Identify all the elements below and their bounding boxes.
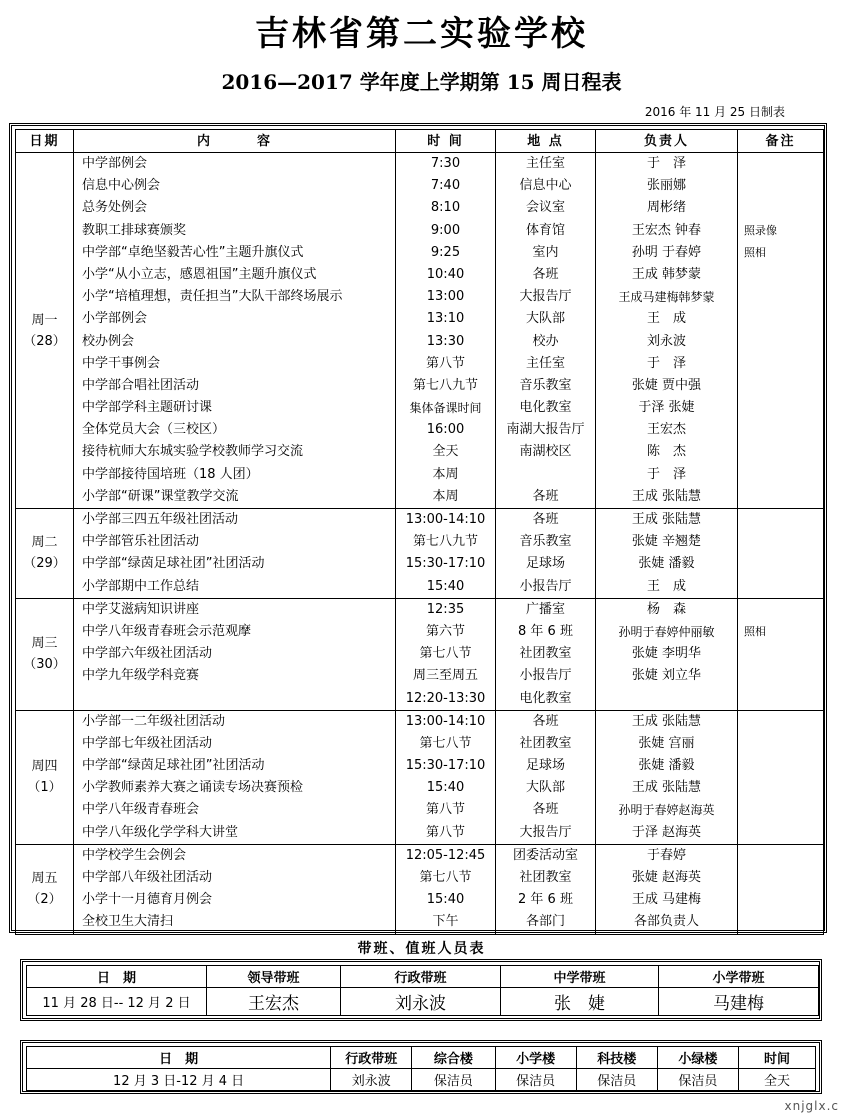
event-time: 第八节 <box>425 802 465 818</box>
event-time: 15:30-17:10 <box>405 758 486 774</box>
event-person: 王 成 <box>646 578 686 594</box>
duty-header-cell: 科技楼 <box>576 1047 657 1069</box>
duty-header-cell: 行政带班 <box>331 1047 412 1069</box>
event-person: 王宏杰 <box>646 422 686 438</box>
event-note: 照相 <box>744 245 766 259</box>
event-content: 校办例会 <box>82 333 135 349</box>
event-place: 小报告厅 <box>519 578 572 594</box>
event-person-cell <box>596 509 738 599</box>
duty-table-1-header <box>27 966 819 988</box>
event-content: 中学八年级青春班会示范观摩 <box>82 623 252 639</box>
event-content-cell <box>74 710 396 844</box>
event-time: 12:20-13:30 <box>405 690 486 706</box>
event-place: 团委活动室 <box>512 847 578 863</box>
duty-value-cell: 刘永波 <box>331 1069 412 1091</box>
event-person: 于春婷 <box>646 847 686 863</box>
event-place: 社团教室 <box>519 646 572 662</box>
event-person: 于 泽 <box>646 466 686 482</box>
event-person: 杨 森 <box>646 601 686 617</box>
event-content: 全体党员大会（三校区） <box>82 422 226 438</box>
event-note <box>740 665 821 687</box>
event-person: 王成 韩梦蒙 <box>631 266 702 282</box>
event-note <box>740 822 821 844</box>
event-time: 集体备课时间 <box>409 401 482 416</box>
event-place: 足球场 <box>525 556 565 572</box>
event-time: 12:05-12:45 <box>405 847 486 863</box>
day-label-cell <box>16 710 74 844</box>
event-place-cell <box>496 509 596 599</box>
event-content: 中学八年级化学学科大讲堂 <box>82 824 239 840</box>
event-place: 各班 <box>532 713 559 729</box>
event-note <box>740 153 821 175</box>
event-note-cell <box>738 844 824 934</box>
event-note <box>740 308 821 330</box>
event-place: 主任室 <box>525 156 565 171</box>
day-date: （30） <box>23 657 66 673</box>
duty-value-cell: 保洁员 <box>412 1069 495 1091</box>
event-note <box>740 331 821 353</box>
event-place: 8 年 6 班 <box>518 623 573 639</box>
event-person <box>598 688 735 710</box>
event-time: 13:00-14:10 <box>405 713 486 729</box>
event-note <box>740 553 821 575</box>
event-content: 中学部例会 <box>82 156 148 171</box>
header-place: 地 点 <box>496 130 596 153</box>
event-person: 张婕 宫丽 <box>638 735 695 751</box>
event-content: 中学艾滋病知识讲座 <box>82 601 200 617</box>
event-time: 13:10 <box>426 311 465 327</box>
event-person-cell <box>596 710 738 844</box>
event-person: 张婕 刘立华 <box>631 668 702 684</box>
day-label-cell <box>16 844 74 934</box>
header-day: 日期 <box>16 130 74 153</box>
event-place: 校办 <box>532 333 559 349</box>
event-person-cell <box>596 844 738 934</box>
event-time-cell <box>396 598 496 710</box>
event-person: 王成马建梅韩梦蒙 <box>618 290 715 305</box>
event-time: 第八节 <box>425 824 465 840</box>
event-time: 15:30-17:10 <box>405 556 486 572</box>
duty-value-cell: 王宏杰 <box>207 988 341 1016</box>
event-person: 张婕 李明华 <box>631 646 702 662</box>
event-content: 小学教师素养大赛之诵读专场决赛预检 <box>82 780 304 796</box>
event-time: 16:00 <box>426 422 465 438</box>
duty-header-cell: 小绿楼 <box>657 1047 738 1069</box>
event-time: 第七八节 <box>419 870 472 885</box>
event-person: 王成 张陆慧 <box>631 713 702 729</box>
event-place: 音乐教室 <box>519 534 572 550</box>
event-time: 第七八节 <box>419 735 472 751</box>
event-content: 中学部管乐社团活动 <box>82 534 200 550</box>
event-content: 小学“培植理想，责任担当”大队干部终场展示 <box>82 289 343 305</box>
event-content: 教职工排球赛颁奖 <box>82 222 187 238</box>
event-person: 于泽 张婕 <box>638 400 695 416</box>
event-place: 音乐教室 <box>519 377 572 393</box>
event-content: 中学部八年级社团活动 <box>82 870 213 885</box>
event-place: 体育馆 <box>525 222 565 238</box>
event-time: 9:00 <box>430 222 461 238</box>
header-time: 时 间 <box>396 130 496 153</box>
event-person: 孙明 于春婷 <box>631 244 702 260</box>
event-content: 小学部一二年级社团活动 <box>82 713 226 729</box>
watermark: xnjglx.c <box>784 1099 839 1113</box>
event-content: 中学九年级学科竞赛 <box>82 668 200 684</box>
duty-header-cell: 小学楼 <box>495 1047 576 1069</box>
event-note-cell <box>738 710 824 844</box>
event-note <box>740 353 821 375</box>
event-time: 第六节 <box>425 623 465 639</box>
event-person: 张丽娜 <box>646 178 686 194</box>
event-note-cell <box>738 598 824 710</box>
event-content: 中学八年级青春班会 <box>82 802 200 818</box>
event-content: 总务处例会 <box>82 200 148 216</box>
event-time: 8:10 <box>430 200 461 216</box>
event-place: 大报告厅 <box>519 289 572 305</box>
event-content: 接待杭师大东城实验学校教师学习交流 <box>82 444 304 460</box>
duty-header-cell: 日 期 <box>27 1047 331 1069</box>
duty-header-cell: 综合楼 <box>412 1047 495 1069</box>
event-content-cell <box>74 844 396 934</box>
event-content: 小学“从小立志，感恩祖国”主题升旗仪式 <box>82 266 317 282</box>
duty-value-cell: 12 月 3 日-12 月 4 日 <box>27 1069 331 1091</box>
event-content: 小学部“研课”课堂教学交流 <box>82 488 239 504</box>
event-time: 第七八九节 <box>412 534 478 550</box>
event-place: 电化教室 <box>519 400 572 416</box>
event-time: 10:40 <box>426 266 465 282</box>
event-place: 大队部 <box>525 780 565 796</box>
event-note <box>740 441 821 463</box>
event-content: 小学十一月德育月例会 <box>82 892 213 908</box>
event-person: 王成 张陆慧 <box>631 780 702 796</box>
event-time: 第七八九节 <box>412 377 478 393</box>
event-place-cell <box>496 153 596 509</box>
event-content: 中学部“绿茵足球社团”社团活动 <box>82 758 265 774</box>
event-note <box>740 175 821 197</box>
event-content: 中学部合唱社团活动 <box>82 377 200 393</box>
event-note: 照录像 <box>744 223 777 237</box>
event-content: 中学部学科主题研讨课 <box>82 400 213 416</box>
event-time: 第七八节 <box>419 646 472 662</box>
event-place: 南湖校区 <box>519 444 572 460</box>
event-content: 中学干事例会 <box>82 355 161 371</box>
event-place: 会议室 <box>525 200 565 216</box>
event-content: 小学部例会 <box>82 311 148 327</box>
event-note <box>740 867 821 889</box>
duty-table-2-row <box>27 1069 816 1091</box>
event-place: 大报告厅 <box>519 824 572 840</box>
duty-header-cell: 行政带班 <box>341 966 501 988</box>
event-note <box>740 509 821 531</box>
event-note <box>740 845 821 867</box>
event-place <box>498 464 593 486</box>
event-note <box>740 397 821 419</box>
event-content: 中学部接待国培班（18 人团） <box>82 466 259 482</box>
day-block-row <box>16 153 824 509</box>
day-label-cell <box>16 153 74 509</box>
event-content: 中学部“绿茵足球社团”社团活动 <box>82 556 265 572</box>
day-name: 周五 <box>31 871 58 887</box>
header-note: 备注 <box>738 130 824 153</box>
event-place: 信息中心 <box>519 178 572 194</box>
day-block-row <box>16 844 824 934</box>
header-content: 内 容 <box>74 130 396 153</box>
event-content: 中学部“卓绝坚毅苦心性”主题升旗仪式 <box>82 244 304 260</box>
event-time: 13:00 <box>426 289 465 305</box>
duty-value-cell: 张 婕 <box>501 988 659 1016</box>
event-time: 本周 <box>432 488 459 504</box>
event-time-cell <box>396 153 496 509</box>
event-place: 室内 <box>532 244 559 260</box>
event-person: 王成 张陆慧 <box>631 512 702 527</box>
event-time-cell <box>396 710 496 844</box>
event-note <box>740 711 821 733</box>
day-date: （2） <box>27 892 62 908</box>
event-person: 张婕 赵海英 <box>631 870 702 885</box>
event-place-cell <box>496 710 596 844</box>
event-place: 广播室 <box>525 601 565 617</box>
event-person: 周彬绪 <box>646 200 686 216</box>
event-content: 小学部三四五年级社团活动 <box>82 512 239 527</box>
event-time: 7:30 <box>430 156 461 171</box>
schedule-frame <box>9 123 827 933</box>
day-block-row <box>16 710 824 844</box>
event-note <box>740 531 821 553</box>
event-person: 王成 张陆慧 <box>631 488 702 504</box>
event-note <box>740 576 821 598</box>
duty-table-1-frame <box>20 959 822 1021</box>
duty-value-cell: 马建梅 <box>659 988 819 1016</box>
event-place: 各班 <box>532 266 559 282</box>
day-date: （28） <box>23 333 66 349</box>
event-note <box>740 911 821 933</box>
event-time: 7:40 <box>430 178 461 194</box>
header-person: 负责人 <box>596 130 738 153</box>
duty-table-1 <box>26 965 819 1016</box>
duty-table-2-header <box>27 1047 816 1069</box>
event-time: 本周 <box>432 466 459 482</box>
event-time: 下午 <box>432 914 459 930</box>
made-date: 2016 年 11 月 25 日制表 <box>644 105 785 119</box>
event-time: 13:30 <box>426 333 465 349</box>
event-note <box>740 464 821 486</box>
event-content: 中学部六年级社团活动 <box>82 646 213 662</box>
duty-header-cell: 领导带班 <box>207 966 341 988</box>
event-person-cell <box>596 598 738 710</box>
event-time: 15:40 <box>426 780 465 796</box>
duty-value-cell: 刘永波 <box>341 988 501 1016</box>
event-place-cell <box>496 844 596 934</box>
schedule-header-row <box>16 130 824 153</box>
event-note: 照相 <box>744 624 766 638</box>
event-note <box>740 889 821 911</box>
event-note <box>740 264 821 286</box>
event-person: 张婕 贾中强 <box>631 377 702 393</box>
event-note-cell <box>738 509 824 599</box>
day-date: （29） <box>23 556 66 572</box>
day-date: （1） <box>27 780 62 796</box>
duty-header-cell: 小学带班 <box>659 966 819 988</box>
event-place: 足球场 <box>525 758 565 774</box>
duty-value-cell: 11 月 28 日-- 12 月 2 日 <box>27 988 207 1016</box>
schedule-body <box>16 153 824 935</box>
event-place: 各班 <box>532 512 559 527</box>
event-content: 中学校学生会例会 <box>82 847 187 863</box>
event-note <box>740 688 821 710</box>
event-person: 孙明于春婷仲丽敏 <box>618 624 715 639</box>
event-time-cell <box>396 844 496 934</box>
day-name: 周一 <box>31 312 58 328</box>
event-place: 社团教室 <box>519 735 572 751</box>
school-name: 吉林省第二实验学校 <box>255 14 588 54</box>
event-person: 刘永波 <box>646 333 686 349</box>
duty-table-1-row <box>27 988 819 1016</box>
event-note <box>740 733 821 755</box>
event-content-cell <box>74 509 396 599</box>
event-time: 13:00-14:10 <box>405 512 486 527</box>
duty-value-cell: 保洁员 <box>657 1069 738 1091</box>
event-person: 王 成 <box>646 311 686 327</box>
event-time: 9:25 <box>430 244 461 260</box>
event-note <box>740 599 821 621</box>
event-person: 王成 马建梅 <box>631 892 702 908</box>
event-person-cell <box>596 153 738 509</box>
event-note <box>740 777 821 799</box>
event-place: 大队部 <box>525 311 565 327</box>
event-note <box>740 486 821 508</box>
event-person: 张婕 潘毅 <box>638 556 695 572</box>
event-person: 于泽 赵海英 <box>631 824 702 840</box>
event-place: 各班 <box>532 488 559 504</box>
event-content: 中学部七年级社团活动 <box>82 735 213 751</box>
event-note <box>740 419 821 441</box>
day-label-cell <box>16 509 74 599</box>
event-person: 张婕 潘毅 <box>638 758 695 774</box>
duty-value-cell: 保洁员 <box>576 1069 657 1091</box>
event-person: 王宏杰 钟春 <box>631 222 702 238</box>
event-time: 15:40 <box>426 578 465 594</box>
event-note <box>740 643 821 665</box>
event-time: 第八节 <box>425 355 465 371</box>
event-content-cell <box>74 153 396 509</box>
event-time: 周三至周五 <box>412 668 478 684</box>
event-place: 各部门 <box>525 914 565 930</box>
event-person: 于 泽 <box>646 156 686 171</box>
event-note <box>740 375 821 397</box>
duty-header-cell: 时间 <box>738 1047 815 1069</box>
day-block-row <box>16 509 824 599</box>
event-content: 小学部期中工作总结 <box>82 578 200 594</box>
event-note <box>740 197 821 219</box>
event-person: 于 泽 <box>646 355 686 371</box>
event-content: 全校卫生大清扫 <box>82 914 174 930</box>
event-time: 全天 <box>432 444 459 460</box>
day-block-row <box>16 598 824 710</box>
event-content <box>76 688 393 710</box>
event-place: 小报告厅 <box>519 668 572 684</box>
event-place: 社团教室 <box>519 870 572 885</box>
event-time: 15:40 <box>426 892 465 908</box>
event-place: 电化教室 <box>519 690 572 706</box>
event-note <box>740 755 821 777</box>
duty-value-cell: 保洁员 <box>495 1069 576 1091</box>
duty-header-cell: 日 期 <box>27 966 207 988</box>
event-person: 各部负责人 <box>633 914 699 930</box>
event-place: 主任室 <box>525 355 565 371</box>
event-place: 南湖大报告厅 <box>506 422 585 438</box>
day-name: 周三 <box>31 636 58 652</box>
duty-title: 带班、值班人员表 <box>357 941 486 957</box>
event-time: 12:35 <box>426 601 465 617</box>
duty-header-cell: 中学带班 <box>501 966 659 988</box>
event-time-cell <box>396 509 496 599</box>
event-note <box>740 799 821 821</box>
event-place: 各班 <box>532 802 559 818</box>
day-name: 周四 <box>31 759 58 775</box>
event-note <box>740 286 821 308</box>
event-person: 陈 杰 <box>646 444 686 460</box>
event-note-cell <box>738 153 824 509</box>
event-person: 孙明于春婷赵海英 <box>618 803 715 818</box>
duty-value-cell: 全天 <box>738 1069 815 1091</box>
day-name: 周二 <box>31 535 58 551</box>
duty-table-2 <box>26 1046 816 1091</box>
day-label-cell <box>16 598 74 710</box>
duty-table-2-frame <box>20 1040 822 1094</box>
schedule-table <box>15 129 824 935</box>
event-place-cell <box>496 598 596 710</box>
schedule-title: 2016—2017 学年度上学期第 15 周日程表 <box>221 70 622 94</box>
event-content-cell <box>74 598 396 710</box>
event-place: 2 年 6 班 <box>518 892 573 908</box>
event-person: 张婕 辛翘楚 <box>631 534 702 550</box>
event-content: 信息中心例会 <box>82 178 161 194</box>
